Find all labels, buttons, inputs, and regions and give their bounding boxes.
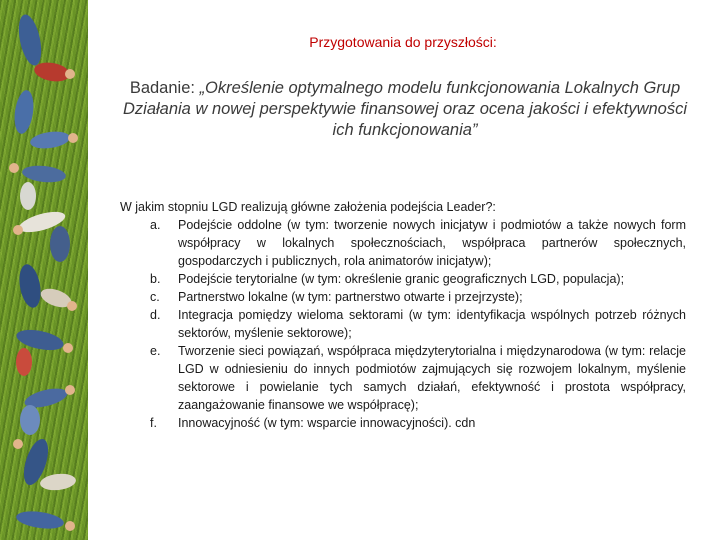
slide-heading: Przygotowania do przyszłości: — [309, 34, 497, 50]
list-marker: b. — [150, 272, 161, 286]
list-item — [118, 342, 686, 414]
list-item-text: Podejście oddolne (w tym: tworzenie nowych inicjatyw i podmiotów a także nowych form współpracy w lokalnych społecznościach, współpraca partnerów społecznych, gospodarczych i publicznych, rola animatorów inicjatyw); — [178, 218, 686, 268]
study-title-text: „Określenie optymalnego modelu funkcjonowania Lokalnych Grup Działania w nowej perspektywie finansowej oraz ocena jakości i efektywności ich funkcjonowania” — [122, 79, 688, 139]
study-title-prefix: Badanie: — [129, 79, 200, 97]
list-marker: c. — [150, 290, 160, 304]
list-item-text: Podejście terytorialne (w tym: określenie granic geograficznych LGD, populacja); — [178, 272, 625, 286]
people-lying-on-grass-illustration — [0, 0, 88, 540]
slide-content — [118, 0, 688, 540]
list-marker: f. — [150, 416, 157, 430]
leader-principles-list — [118, 216, 686, 432]
study-title — [122, 78, 688, 141]
list-marker: a. — [150, 218, 161, 232]
list-item — [118, 216, 686, 270]
person-figure — [13, 208, 70, 262]
person-figure — [13, 436, 77, 492]
list-item — [118, 270, 686, 288]
list-item-text: Partnerstwo lokalne (w tym: partnerstwo otwarte i przejrzyste); — [178, 290, 523, 304]
person-figure — [20, 385, 75, 435]
list-marker: e. — [150, 344, 161, 358]
list-item-text: Tworzenie sieci powiązań, współpraca międzyterytorialna i międzynarodowa (w tym: relacje LGD w odniesieniu do innych podmiotów zajmujących się rozwojem lokalnym, myślenie sektorowe i powielanie tych samych działań, efektywność i prostota współpracy, zaangażowanie finansowe we współpracę); — [178, 344, 686, 412]
person-figure — [15, 509, 75, 532]
person-figure — [15, 326, 73, 376]
list-item-text: Innowacyjność (w tym: wsparcie innowacyjności). cdn — [178, 416, 476, 430]
list-item — [118, 414, 686, 432]
list-item — [118, 288, 686, 306]
list-marker: d. — [150, 308, 161, 322]
intro-question: W jakim stopniu LGD realizują główne założenia podejścia Leader?: — [120, 200, 496, 214]
decorative-grass-strip — [0, 0, 88, 540]
person-figure — [12, 89, 78, 151]
person-figure — [15, 12, 75, 83]
person-figure — [16, 263, 77, 311]
person-figure — [9, 163, 67, 210]
list-item — [118, 306, 686, 342]
list-item-text: Integracja pomiędzy wieloma sektorami (w tym: identyfikacja wspólnych potrzeb różnych sektorów, myślenie sektorowe); — [178, 308, 686, 340]
